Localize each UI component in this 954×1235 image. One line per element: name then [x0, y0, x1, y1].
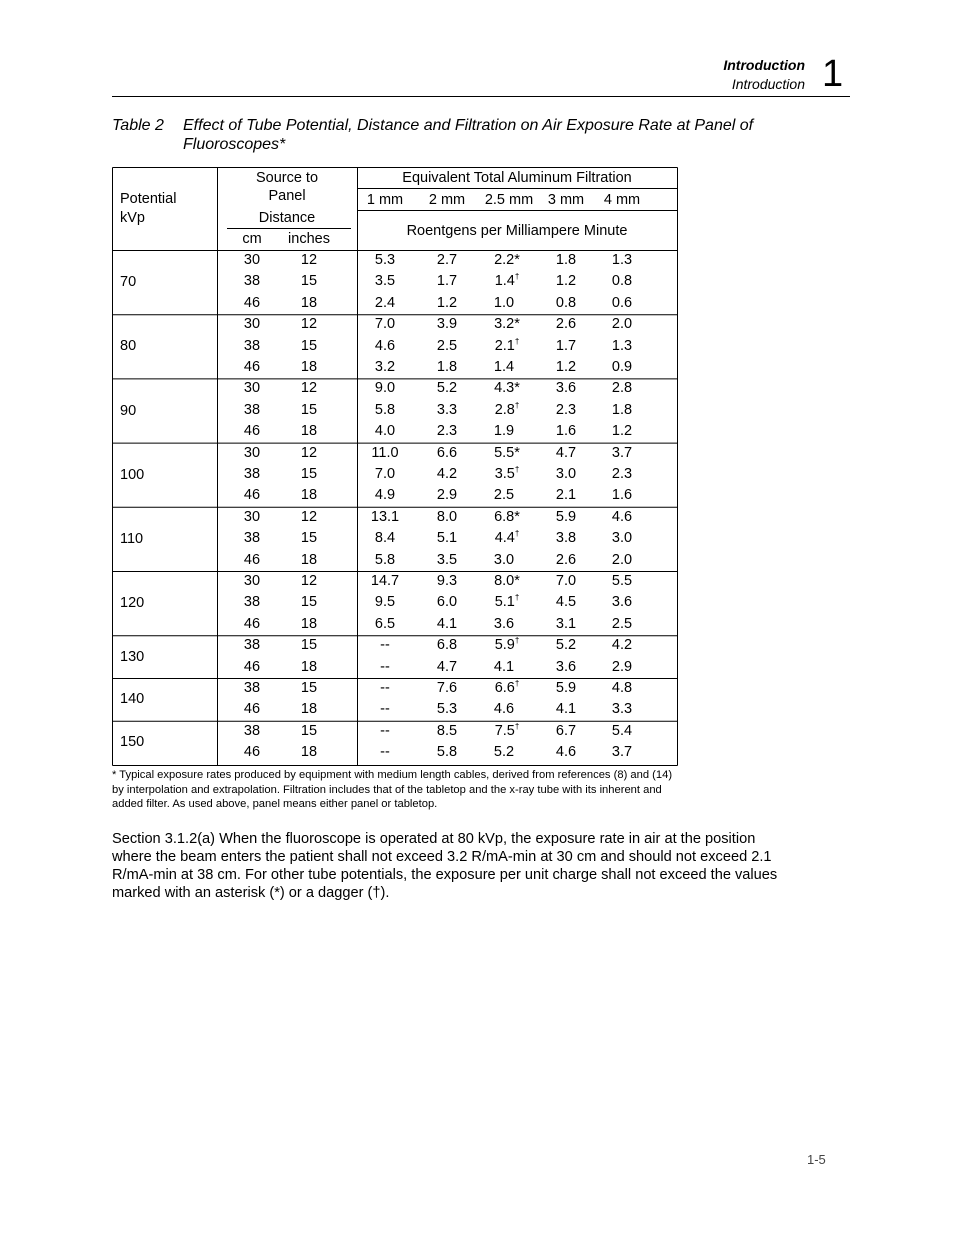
cell-2-5mm: 2.5 [493, 487, 515, 504]
cell-2mm: 9.3 [436, 573, 458, 589]
cell-cm: 46 [243, 551, 261, 568]
cell-4mm: 3.7 [611, 444, 633, 461]
footnote-line: * Typical exposure rates produced by equipment with medium length cables, derived from references (8) and (14) [112, 769, 673, 781]
cell-2mm: 3.3 [436, 401, 458, 418]
cell-4mm: 3.7 [611, 744, 633, 761]
header-filter-1mm: 1 mm [366, 192, 404, 208]
cell-cm: 38 [243, 337, 261, 354]
cell-2mm: 5.2 [436, 380, 458, 397]
footnote-line: by interpolation and extrapolation. Filtration includes that of the tabletop and the x-ray tube with its inherent and [112, 783, 662, 796]
cell-1mm: 3.2 [374, 359, 396, 375]
cell-2-5mm: 2.1† [494, 336, 520, 354]
cell-inches: 18 [300, 701, 318, 718]
cell-4mm: 2.8 [611, 380, 633, 397]
cell-cm: 38 [243, 273, 261, 290]
cell-cm: 46 [243, 615, 261, 632]
cell-3mm: 4.1 [555, 701, 577, 718]
header-unit: Roentgens per Milliampere Minute [406, 223, 628, 239]
cell-2-5mm: 8.0* [494, 573, 520, 589]
cell-2mm: 2.7 [436, 252, 458, 268]
page-number: 1-5 [807, 1152, 826, 1167]
cell-2mm: 2.5 [436, 337, 458, 354]
cell-2mm: 8.5 [436, 722, 458, 739]
cell-2-5mm: 2.8† [494, 400, 520, 418]
cell-inches: 18 [300, 359, 318, 375]
cell-inches: 18 [300, 423, 318, 440]
cell-2-5mm: 5.2 [493, 744, 515, 761]
cell-cm: 30 [243, 573, 261, 589]
cell-3mm: 0.8 [555, 294, 577, 311]
cell-4mm: 1.8 [611, 401, 633, 418]
cell-3mm: 1.6 [555, 423, 577, 440]
header-potential: Potential [120, 191, 177, 207]
dagger-mark: † [514, 336, 520, 346]
cell-cm: 46 [243, 423, 261, 440]
cell-inches: 15 [300, 466, 318, 482]
cell-2-5mm: 4.4† [494, 529, 520, 547]
table-footnote [112, 768, 752, 812]
cell-2-5mm: 3.6 [493, 615, 515, 632]
cell-2mm: 3.5 [436, 551, 458, 568]
cell-inches: 12 [300, 573, 318, 589]
kvp-label: 130 [120, 648, 145, 665]
cell-1mm: 13.1 [370, 508, 400, 525]
header-filtration: Equivalent Total Aluminum Filtration [402, 170, 632, 186]
cell-cm: 38 [243, 530, 261, 547]
cell-2-5mm: 5.9† [494, 636, 520, 654]
kvp-label: 140 [120, 691, 145, 708]
cell-cm: 46 [243, 359, 261, 375]
asterisk-mark: * [514, 573, 520, 589]
cell-2mm: 4.7 [436, 658, 458, 675]
cell-2mm: 2.9 [436, 487, 458, 504]
cell-2-5mm: 1.9 [493, 423, 515, 440]
kvp-label: 80 [120, 338, 137, 355]
cell-2mm: 5.8 [436, 744, 458, 761]
cell-cm: 38 [243, 637, 261, 654]
cell-3mm: 4.5 [555, 594, 577, 611]
cell-1mm: 11.0 [371, 444, 399, 461]
cell-4mm: 4.6 [611, 508, 633, 525]
cell-3mm: 3.8 [555, 530, 577, 547]
cell-inches: 15 [300, 530, 318, 547]
cell-inches: 18 [300, 294, 318, 311]
cell-3mm: 2.1 [555, 487, 577, 504]
header-distance: Distance [258, 210, 316, 226]
cell-cm: 30 [243, 252, 261, 268]
cell-cm: 46 [243, 487, 261, 504]
cell-1mm: -- [380, 722, 390, 739]
cell-1mm: -- [380, 680, 390, 696]
cell-1mm: 14.7 [370, 573, 400, 589]
cell-1mm: -- [380, 637, 390, 654]
cell-1mm: 5.8 [374, 551, 396, 568]
header-panel: Panel [268, 188, 306, 204]
header-filter-2-5mm: 2.5 mm [484, 192, 534, 208]
cell-2-5mm: 2.2* [494, 252, 520, 268]
cell-2-5mm: 4.1 [493, 658, 515, 675]
cell-2mm: 4.1 [436, 615, 458, 632]
cell-4mm: 5.5 [611, 573, 633, 589]
cell-2-5mm: 6.8* [494, 508, 520, 525]
cell-1mm: 7.0 [374, 466, 396, 482]
cell-cm: 30 [243, 380, 261, 397]
cell-4mm: 1.3 [611, 252, 633, 268]
cell-2mm: 1.8 [436, 359, 458, 375]
cell-1mm: 8.4 [374, 530, 396, 547]
cell-inches: 18 [300, 744, 318, 761]
cell-4mm: 4.2 [611, 637, 633, 654]
cell-1mm: -- [380, 658, 390, 675]
cell-2-5mm: 5.5* [494, 444, 520, 461]
dagger-mark: † [514, 721, 520, 731]
cell-1mm: 4.9 [374, 487, 396, 504]
cell-cm: 38 [243, 722, 261, 739]
cell-4mm: 0.6 [611, 294, 633, 311]
dagger-mark: † [514, 679, 520, 688]
cell-1mm: 3.5 [374, 273, 396, 290]
cell-inches: 15 [300, 337, 318, 354]
dagger-mark: † [514, 636, 520, 646]
header-filter-2mm: 2 mm [428, 192, 466, 208]
cell-1mm: 7.0 [374, 316, 396, 333]
cell-1mm: 2.4 [374, 294, 396, 311]
kvp-label: 120 [120, 595, 145, 612]
header-filter-3mm: 3 mm [547, 192, 585, 208]
paragraph-line: R/mA-min at 38 cm. For other tube potentials, the exposure per unit charge shall not exceed the values [112, 867, 778, 883]
cell-inches: 15 [300, 273, 318, 290]
cell-cm: 38 [243, 594, 261, 611]
running-header-subtitle: Introduction [731, 76, 805, 92]
paragraph-line: Section 3.1.2(a) When the fluoroscope is operated at 80 kVp, the exposure rate in air at the position [112, 831, 756, 847]
cell-4mm: 2.0 [611, 316, 633, 333]
cell-2-5mm: 3.0 [493, 551, 515, 568]
header-rule [112, 96, 850, 97]
cell-3mm: 5.2 [555, 637, 577, 654]
cell-cm: 38 [243, 466, 261, 482]
cell-1mm: 5.3 [374, 252, 396, 268]
cell-3mm: 2.6 [555, 316, 577, 333]
cell-inches: 12 [300, 508, 318, 525]
cell-inches: 15 [300, 680, 318, 696]
cell-2mm: 8.0 [436, 508, 458, 525]
dagger-mark: † [514, 529, 520, 539]
cell-4mm: 1.2 [611, 423, 633, 440]
cell-inches: 18 [300, 615, 318, 632]
cell-2mm: 4.2 [436, 466, 458, 482]
cell-2-5mm: 3.5† [494, 465, 520, 482]
cell-cm: 46 [243, 744, 261, 761]
cell-4mm: 0.9 [611, 359, 633, 375]
cell-1mm: 9.0 [374, 380, 396, 397]
cell-2-5mm: 3.2* [494, 316, 520, 333]
header-kvp: kVp [120, 210, 145, 226]
cell-2-5mm: 4.3* [494, 380, 520, 397]
header-filter-4mm: 4 mm [603, 192, 641, 208]
cell-2-5mm: 7.5† [494, 721, 520, 739]
cell-1mm: -- [380, 701, 390, 718]
cell-2-5mm: 6.6† [494, 679, 520, 696]
cell-3mm: 7.0 [555, 573, 577, 589]
dagger-mark: † [514, 465, 520, 474]
footnote-line: added filter. As used above, panel means either panel or tabletop. [112, 798, 438, 810]
cell-4mm: 2.3 [611, 466, 633, 482]
kvp-label: 100 [120, 466, 145, 483]
cell-4mm: 3.6 [611, 594, 633, 611]
cell-4mm: 2.9 [611, 658, 633, 675]
cell-2-5mm: 1.4† [494, 272, 520, 290]
cell-inches: 18 [300, 551, 318, 568]
cell-cm: 38 [243, 401, 261, 418]
cell-3mm: 2.3 [555, 401, 577, 418]
cell-4mm: 1.3 [611, 337, 633, 354]
cell-4mm: 2.0 [611, 551, 633, 568]
cell-1mm: 5.8 [374, 401, 396, 418]
cell-inches: 15 [300, 637, 318, 654]
cell-cm: 30 [243, 508, 261, 525]
dagger-mark: † [514, 593, 520, 603]
dagger-mark: † [514, 400, 520, 410]
cell-cm: 38 [243, 680, 261, 696]
cell-4mm: 4.8 [611, 680, 633, 696]
cell-inches: 18 [300, 658, 318, 675]
table-caption-label: Table 2 [112, 117, 164, 134]
cell-2mm: 3.9 [436, 316, 458, 333]
cell-4mm: 3.3 [611, 701, 633, 718]
cell-3mm: 2.6 [555, 551, 577, 568]
table-caption-text: Effect of Tube Potential, Distance and Filtration on Air Exposure Rate at Panel of Fluoroscopes* [183, 117, 754, 153]
dagger-mark: † [514, 272, 520, 282]
cell-cm: 46 [243, 701, 261, 718]
cell-3mm: 4.7 [555, 444, 577, 461]
header-inches: inches [288, 231, 330, 247]
asterisk-mark: * [514, 444, 520, 461]
cell-2mm: 5.3 [436, 701, 458, 718]
cell-2-5mm: 4.6 [493, 701, 515, 718]
cell-inches: 18 [300, 487, 318, 504]
header-cm: cm [242, 231, 262, 247]
kvp-label: 110 [120, 530, 144, 547]
cell-inches: 12 [300, 252, 318, 268]
cell-3mm: 1.2 [555, 273, 577, 290]
cell-inches: 12 [300, 444, 318, 461]
cell-4mm: 1.6 [611, 487, 633, 504]
cell-cm: 30 [243, 316, 261, 333]
cell-cm: 30 [243, 444, 261, 461]
cell-3mm: 5.9 [555, 508, 577, 525]
asterisk-mark: * [514, 316, 520, 333]
cell-3mm: 1.8 [555, 252, 577, 268]
cell-1mm: -- [380, 744, 390, 761]
asterisk-mark: * [514, 508, 520, 525]
exposure-rate-table [112, 167, 678, 766]
cell-3mm: 3.6 [555, 380, 577, 397]
cell-2-5mm: 1.4 [493, 359, 515, 375]
cell-1mm: 4.0 [374, 423, 396, 440]
cell-4mm: 0.8 [611, 273, 633, 290]
cell-2-5mm: 5.1† [494, 593, 520, 611]
cell-3mm: 4.6 [555, 744, 577, 761]
cell-1mm: 9.5 [374, 594, 396, 611]
cell-2-5mm: 1.0 [493, 294, 515, 311]
cell-2mm: 6.6 [436, 444, 458, 461]
cell-2mm: 6.8 [436, 637, 458, 654]
cell-3mm: 6.7 [555, 722, 577, 739]
cell-3mm: 3.0 [555, 466, 577, 482]
cell-2mm: 5.1 [436, 530, 458, 547]
cell-3mm: 5.9 [555, 680, 577, 696]
cell-inches: 15 [300, 594, 318, 611]
cell-2mm: 6.0 [436, 594, 458, 611]
paragraph-line: marked with an asterisk (*) or a dagger (†). [112, 885, 390, 901]
kvp-label: 70 [120, 274, 137, 291]
cell-1mm: 4.6 [374, 337, 396, 354]
kvp-label: 90 [120, 402, 137, 419]
asterisk-mark: * [514, 252, 520, 268]
cell-2mm: 7.6 [436, 680, 458, 696]
cell-3mm: 3.6 [555, 658, 577, 675]
running-header-title: Introduction [723, 57, 805, 73]
cell-3mm: 1.2 [555, 359, 577, 375]
header-source-to: Source to [255, 170, 319, 186]
cell-2mm: 1.2 [436, 294, 458, 311]
cell-inches: 12 [300, 316, 318, 333]
cell-2mm: 2.3 [436, 423, 458, 440]
cell-1mm: 6.5 [374, 615, 396, 632]
section-paragraph [112, 830, 842, 902]
asterisk-mark: * [514, 380, 520, 397]
paragraph-line: where the beam enters the patient shall not exceed 3.2 R/mA-min at 30 cm and should not exceed 2.1 [112, 849, 772, 865]
cell-inches: 15 [300, 401, 318, 418]
cell-3mm: 1.7 [555, 337, 577, 354]
cell-4mm: 5.4 [611, 722, 633, 739]
cell-3mm: 3.1 [555, 615, 577, 632]
cell-inches: 12 [300, 380, 318, 397]
cell-4mm: 3.0 [611, 530, 633, 547]
chapter-number: 1 [822, 53, 844, 95]
cell-cm: 46 [243, 294, 261, 311]
cell-4mm: 2.5 [611, 615, 633, 632]
kvp-label: 150 [120, 734, 145, 751]
cell-2mm: 1.7 [436, 273, 458, 290]
cell-cm: 46 [243, 658, 261, 675]
cell-inches: 15 [300, 722, 318, 739]
